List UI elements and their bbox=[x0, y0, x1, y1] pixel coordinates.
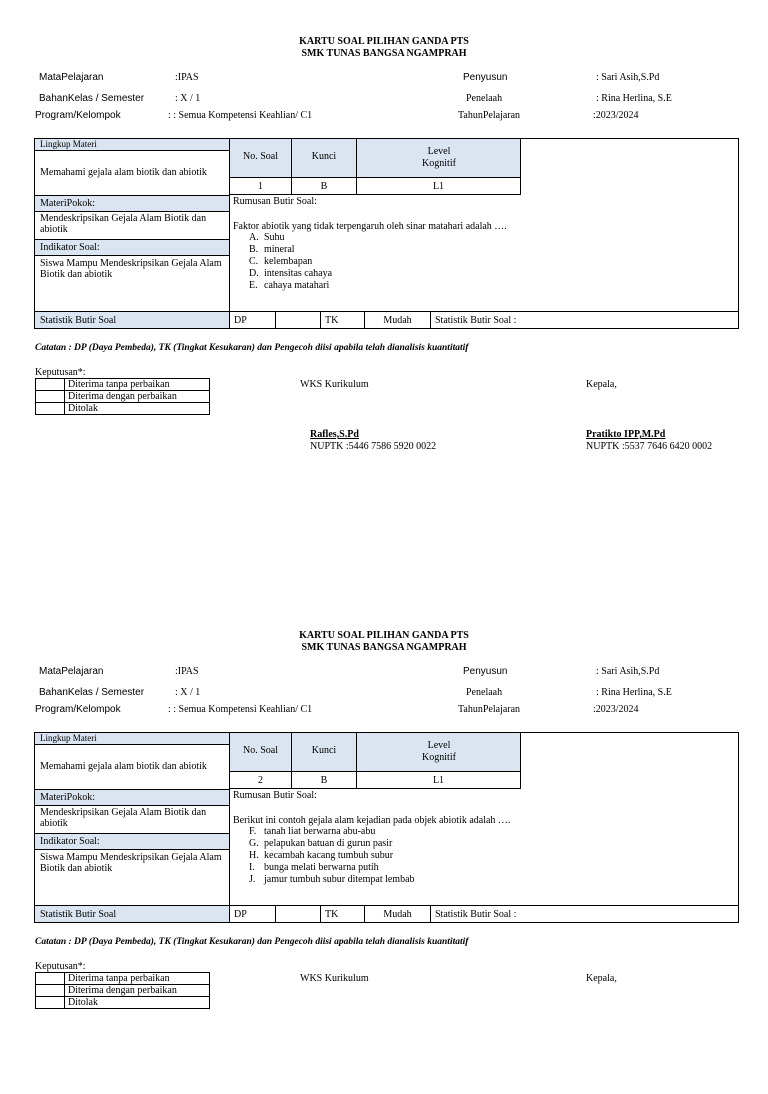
card-title: KARTU SOAL PILIHAN GANDA PTS bbox=[299, 630, 469, 641]
penelaah-value: : Rina Herlina, S.E bbox=[596, 93, 672, 104]
keputusan-label: Keputusan*: bbox=[35, 961, 86, 972]
left-col-divider bbox=[34, 732, 230, 923]
tk-label: TK bbox=[325, 315, 339, 326]
option-text: intensitas cahaya bbox=[264, 268, 333, 279]
kunci-label: Kunci bbox=[311, 151, 337, 162]
statistik-label: Statistik Butir Soal bbox=[40, 315, 117, 326]
penyusun-value: : Sari Asih,S.Pd bbox=[596, 72, 660, 83]
option-letter: F. bbox=[249, 826, 257, 837]
option-text: jamur tumbuh subur ditempat lembab bbox=[264, 874, 415, 885]
penyusun-value: : Sari Asih,S.Pd bbox=[596, 666, 660, 677]
indikator-value: Siswa Mampu Mendeskripsikan Gejala Alam Biotik dan abiotik bbox=[40, 852, 222, 874]
penyusun-label: Penyusun bbox=[463, 72, 508, 83]
lingkup-label: Lingkup Materi bbox=[40, 139, 97, 149]
answer-option bbox=[249, 256, 332, 268]
dp-label: DP bbox=[234, 909, 247, 920]
answer-option bbox=[249, 862, 415, 874]
tk-label: TK bbox=[325, 909, 339, 920]
left-col-divider bbox=[34, 138, 230, 329]
kunci-label: Kunci bbox=[311, 745, 337, 756]
option-letter: J. bbox=[249, 874, 256, 885]
statistik-right-label: Statistik Butir Soal : bbox=[435, 315, 517, 326]
tahun-value: :2023/2024 bbox=[593, 704, 639, 715]
kelas-label: BahanKelas / Semester bbox=[39, 687, 145, 698]
keputusan-row bbox=[36, 391, 210, 403]
answer-options bbox=[249, 232, 332, 292]
keputusan-row bbox=[36, 973, 210, 985]
answer-options bbox=[249, 826, 415, 886]
option-text: pelapukan batuan di gurun pasir bbox=[264, 838, 393, 849]
option-text: cahaya matahari bbox=[264, 280, 330, 291]
lingkup-label: Lingkup Materi bbox=[40, 733, 97, 743]
indikator-value: Siswa Mampu Mendeskripsikan Gejala Alam Biotik dan abiotik bbox=[40, 258, 222, 280]
keputusan-checkbox[interactable] bbox=[36, 985, 65, 997]
answer-option bbox=[249, 826, 415, 838]
dp-label: DP bbox=[234, 315, 247, 326]
lingkup-value: Memahami gejala alam biotik dan abiotik bbox=[40, 761, 207, 772]
mudah-label: Mudah bbox=[383, 909, 412, 920]
level-value: L1 bbox=[432, 775, 445, 786]
keputusan-option: Diterima tanpa perbaikan bbox=[65, 973, 210, 985]
option-letter: I. bbox=[249, 862, 255, 873]
kunci-value: B bbox=[320, 775, 328, 786]
dp-value-cell bbox=[275, 905, 321, 923]
wks-label: WKS Kurikulum bbox=[300, 973, 369, 984]
program-value: : : Semua Kompetensi Keahlian/ C1 bbox=[168, 704, 313, 715]
keputusan-table bbox=[35, 378, 210, 415]
question-text: Faktor abiotik yang tidak terpengaruh oleh sinar matahari adalah …. bbox=[233, 221, 507, 232]
option-text: kecambah kacang tumbuh subur bbox=[264, 850, 394, 861]
mapel-value: :IPAS bbox=[175, 666, 199, 677]
keputusan-row bbox=[36, 403, 210, 415]
keputusan-option: Diterima dengan perbaikan bbox=[65, 985, 210, 997]
mapel-label: MataPelajaran bbox=[39, 666, 104, 677]
option-text: bunga melati berwarna putih bbox=[264, 862, 379, 873]
tahun-label: TahunPelajaran bbox=[458, 704, 521, 715]
program-label: Program/Kelompok bbox=[35, 704, 121, 715]
option-letter: B. bbox=[249, 244, 259, 255]
mapel-label: MataPelajaran bbox=[39, 72, 104, 83]
penelaah-value: : Rina Herlina, S.E bbox=[596, 687, 672, 698]
no-soal-label: No. Soal bbox=[243, 151, 278, 162]
keputusan-checkbox[interactable] bbox=[36, 973, 65, 985]
keputusan-option: Ditolak bbox=[65, 403, 210, 415]
keputusan-row bbox=[36, 985, 210, 997]
no-soal-value: 1 bbox=[258, 181, 263, 192]
level-label: Level bbox=[427, 146, 451, 157]
catatan-note: Catatan : DP (Daya Pembeda), TK (Tingkat Kesukaran) dan Pengecoh diisi apabila telah dianalisis kuantitatif bbox=[35, 937, 469, 947]
statistik-label: Statistik Butir Soal bbox=[40, 909, 117, 920]
keputusan-checkbox[interactable] bbox=[36, 997, 65, 1009]
option-letter: E. bbox=[249, 280, 258, 291]
keputusan-checkbox[interactable] bbox=[36, 403, 65, 415]
keputusan-checkbox[interactable] bbox=[36, 391, 65, 403]
school-name: SMK TUNAS BANGSA NGAMPRAH bbox=[301, 642, 467, 653]
level-value: L1 bbox=[432, 181, 445, 192]
school-name: SMK TUNAS BANGSA NGAMPRAH bbox=[301, 48, 467, 59]
answer-option bbox=[249, 244, 332, 256]
question-card bbox=[0, 0, 768, 500]
statistik-right-label: Statistik Butir Soal : bbox=[435, 909, 517, 920]
keputusan-row bbox=[36, 379, 210, 391]
keputusan-option: Diterima tanpa perbaikan bbox=[65, 379, 210, 391]
keputusan-checkbox[interactable] bbox=[36, 379, 65, 391]
option-letter: A. bbox=[249, 232, 259, 243]
keputusan-label: Keputusan*: bbox=[35, 367, 86, 378]
keputusan-option: Ditolak bbox=[65, 997, 210, 1009]
wks-name: Rafles,S.Pd bbox=[310, 429, 359, 440]
indikator-label: Indikator Soal: bbox=[40, 242, 100, 253]
penelaah-label: Penelaah bbox=[466, 687, 503, 698]
lingkup-value: Memahami gejala alam biotik dan abiotik bbox=[40, 167, 207, 178]
card-title: KARTU SOAL PILIHAN GANDA PTS bbox=[299, 36, 469, 47]
option-text: kelembapan bbox=[264, 256, 313, 267]
tahun-value: :2023/2024 bbox=[593, 110, 639, 121]
no-soal-label: No. Soal bbox=[243, 745, 278, 756]
kepala-label: Kepala, bbox=[586, 973, 617, 984]
keputusan-row bbox=[36, 997, 210, 1009]
materi-value: Mendeskripsikan Gejala Alam Biotik dan abiotik bbox=[40, 213, 207, 235]
answer-option bbox=[249, 232, 332, 244]
rumusan-label: Rumusan Butir Soal: bbox=[233, 790, 317, 801]
option-letter: D. bbox=[249, 268, 259, 279]
kelas-value: : X / 1 bbox=[175, 93, 201, 104]
program-value: : : Semua Kompetensi Keahlian/ C1 bbox=[168, 110, 313, 121]
option-letter: G. bbox=[249, 838, 259, 849]
option-text: mineral bbox=[264, 244, 295, 255]
answer-option bbox=[249, 268, 332, 280]
keputusan-option: Diterima dengan perbaikan bbox=[65, 391, 210, 403]
option-text: Suhu bbox=[264, 232, 285, 243]
answer-option bbox=[249, 850, 415, 862]
answer-option bbox=[249, 838, 415, 850]
materi-label: MateriPokok: bbox=[40, 198, 95, 209]
no-soal-value: 2 bbox=[258, 775, 263, 786]
level-label-2: Kognitif bbox=[422, 752, 456, 763]
penyusun-label: Penyusun bbox=[463, 666, 508, 677]
kepala-nuptk: NUPTK :5537 7646 6420 0002 bbox=[586, 441, 713, 452]
mudah-label: Mudah bbox=[383, 315, 412, 326]
materi-value: Mendeskripsikan Gejala Alam Biotik dan abiotik bbox=[40, 807, 207, 829]
question-text: Berikut ini contoh gejala alam kejadian pada objek abiotik adalah …. bbox=[233, 815, 511, 826]
dp-value-cell bbox=[275, 311, 321, 329]
materi-label: MateriPokok: bbox=[40, 792, 95, 803]
rumusan-label: Rumusan Butir Soal: bbox=[233, 196, 317, 207]
keputusan-table bbox=[35, 972, 210, 1009]
level-label: Level bbox=[427, 740, 451, 751]
option-letter: C. bbox=[249, 256, 259, 267]
question-card bbox=[0, 594, 768, 1094]
wks-nuptk: NUPTK :5446 7586 5920 0022 bbox=[310, 441, 437, 452]
penelaah-label: Penelaah bbox=[466, 93, 503, 104]
answer-option bbox=[249, 874, 415, 886]
option-text: tanah liat berwarna abu-abu bbox=[264, 826, 376, 837]
mapel-value: :IPAS bbox=[175, 72, 199, 83]
wks-label: WKS Kurikulum bbox=[300, 379, 369, 390]
option-letter: H. bbox=[249, 850, 259, 861]
catatan-note: Catatan : DP (Daya Pembeda), TK (Tingkat Kesukaran) dan Pengecoh diisi apabila telah dianalisis kuantitatif bbox=[35, 343, 469, 353]
kepala-name: Pratikto IPP,M.Pd bbox=[586, 429, 666, 440]
indikator-label: Indikator Soal: bbox=[40, 836, 100, 847]
program-label: Program/Kelompok bbox=[35, 110, 121, 121]
answer-option bbox=[249, 280, 332, 292]
kepala-label: Kepala, bbox=[586, 379, 617, 390]
level-label-2: Kognitif bbox=[422, 158, 456, 169]
kelas-value: : X / 1 bbox=[175, 687, 201, 698]
kunci-value: B bbox=[320, 181, 328, 192]
kelas-label: BahanKelas / Semester bbox=[39, 93, 145, 104]
tahun-label: TahunPelajaran bbox=[458, 110, 521, 121]
